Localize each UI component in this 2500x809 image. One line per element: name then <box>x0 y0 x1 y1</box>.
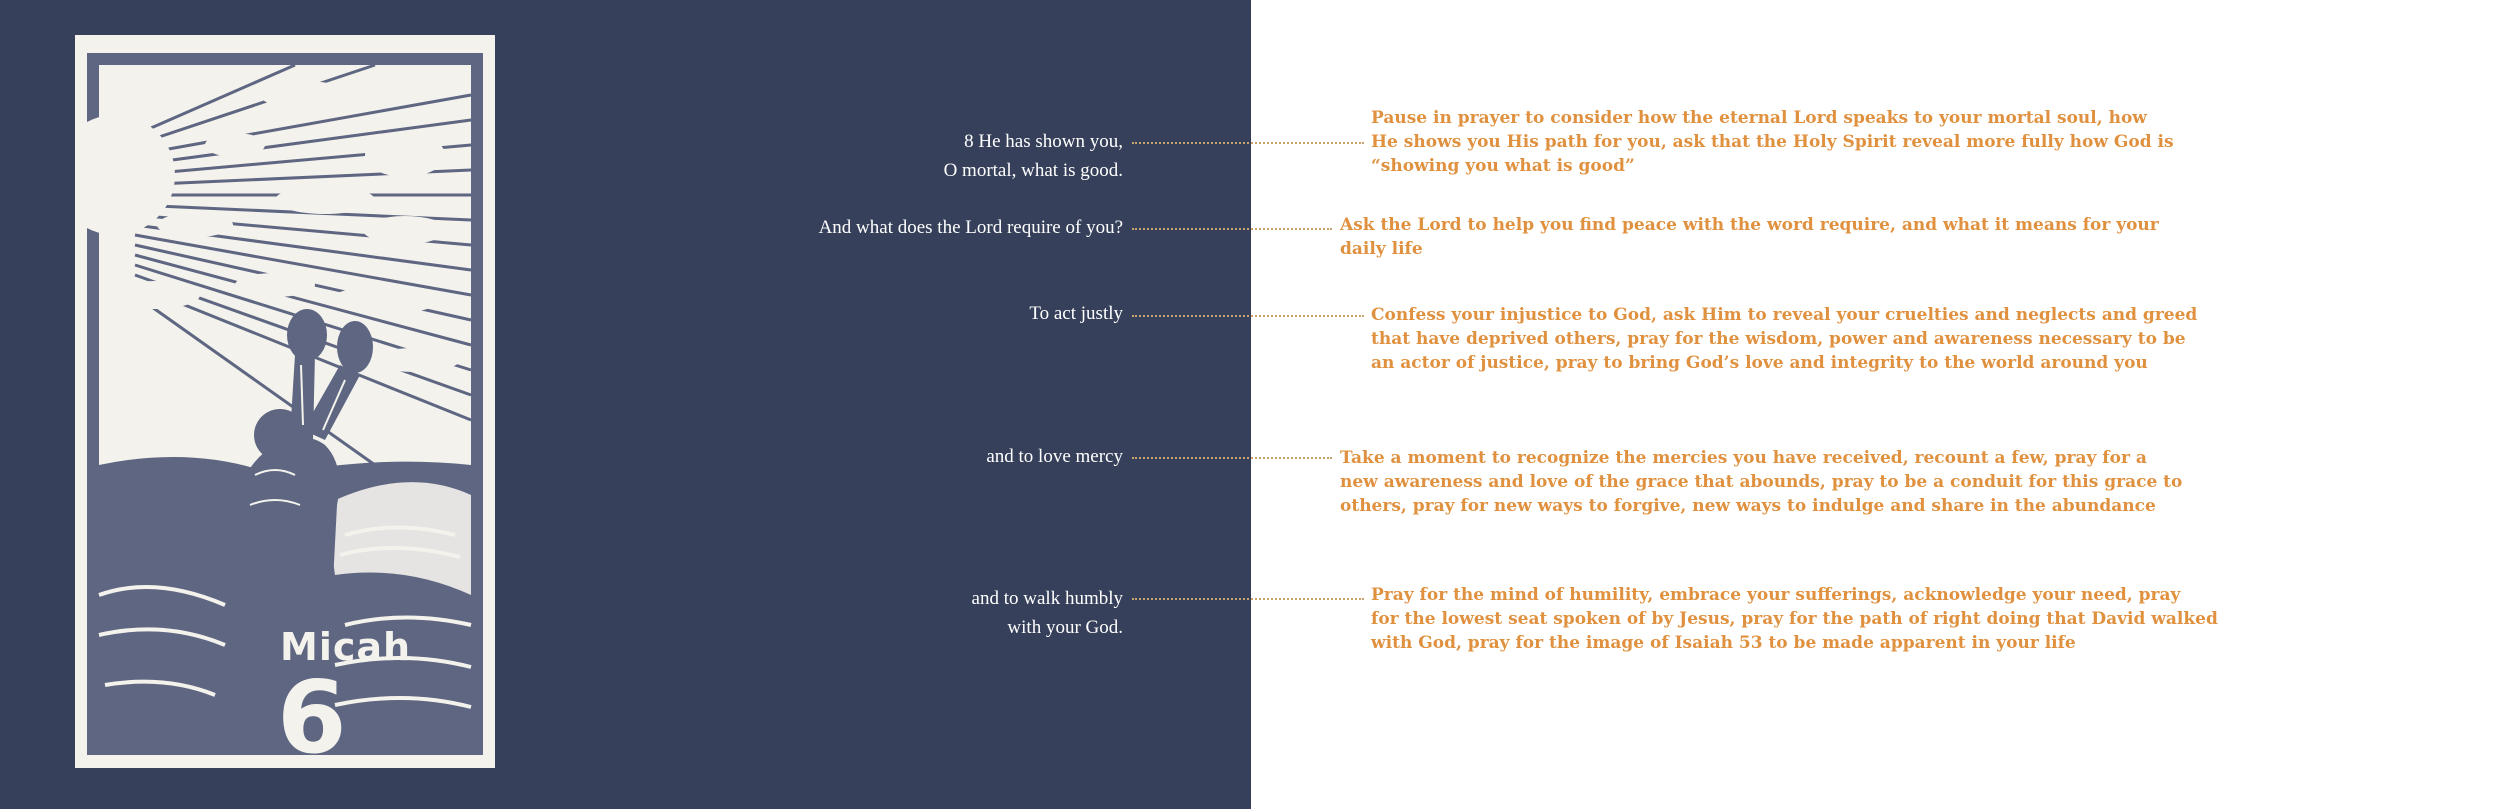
prayer-line: Take a moment to recognize the mercies you have received, recount a few, pray for a <box>1340 448 2147 468</box>
prayer-line: others, pray for new ways to forgive, new ways to indulge and share in the abundance <box>1340 496 2156 516</box>
prayer-line: Pray for the mind of humility, embrace your sufferings, acknowledge your need, pray <box>1371 585 2181 605</box>
prayer-line: “showing you what is good” <box>1371 156 1635 176</box>
verse-line: And what does the Lord require of you? <box>818 217 1123 238</box>
verse-line: with your God. <box>1007 617 1123 638</box>
prayer-line: He shows you His path for you, ask that the Holy Spirit reveal more fully how God is <box>1371 132 2174 152</box>
leader-line <box>1132 315 1364 317</box>
prayer-line: daily life <box>1340 239 1423 259</box>
leader-line <box>1132 228 1332 230</box>
verse-2 <box>819 213 1123 242</box>
verse-5 <box>972 584 1123 642</box>
prayer-line: Ask the Lord to help you find peace with the word require, and what it means for your <box>1340 215 2159 235</box>
verse-line: To act justly <box>1029 303 1123 324</box>
cover-chapter-number: 6 <box>277 659 347 776</box>
cover-title: Micah <box>280 625 412 669</box>
prayer-line: with God, pray for the image of Isaiah 53 to be made apparent in your life <box>1371 633 2076 653</box>
prayer-line: an actor of justice, pray to bring God’s love and integrity to the world around you <box>1371 353 2148 373</box>
leader-line <box>1132 457 1332 459</box>
micah-6-cover-illustration <box>75 35 495 776</box>
leader-line <box>1132 142 1364 144</box>
verse-line: 8 He has shown you, <box>964 131 1123 152</box>
prayer-5 <box>1371 583 2218 655</box>
prayer-line: Pause in prayer to consider how the eternal Lord speaks to your mortal soul, how <box>1371 108 2147 128</box>
verse-line: and to love mercy <box>986 446 1123 467</box>
prayer-line: for the lowest seat spoken of by Jesus, pray for the path of right doing that David walked <box>1371 609 2218 629</box>
prayer-3 <box>1371 303 2197 375</box>
prayer-1 <box>1371 106 2174 178</box>
prayer-line: that have deprived others, pray for the wisdom, power and awareness necessary to be <box>1371 329 2186 349</box>
verse-1 <box>944 127 1123 185</box>
verse-4 <box>986 442 1123 471</box>
prayer-2 <box>1340 213 2159 261</box>
verse-line: O mortal, what is good. <box>943 160 1123 181</box>
verse-line: and to walk humbly <box>971 588 1123 609</box>
prayer-line: Confess your injustice to God, ask Him to reveal your cruelties and neglects and greed <box>1371 305 2198 325</box>
verse-3 <box>1029 299 1123 328</box>
prayer-4 <box>1340 446 2182 518</box>
leader-line <box>1132 598 1364 600</box>
prayer-line: new awareness and love of the grace that abounds, pray to be a conduit for this grace to <box>1340 472 2183 492</box>
